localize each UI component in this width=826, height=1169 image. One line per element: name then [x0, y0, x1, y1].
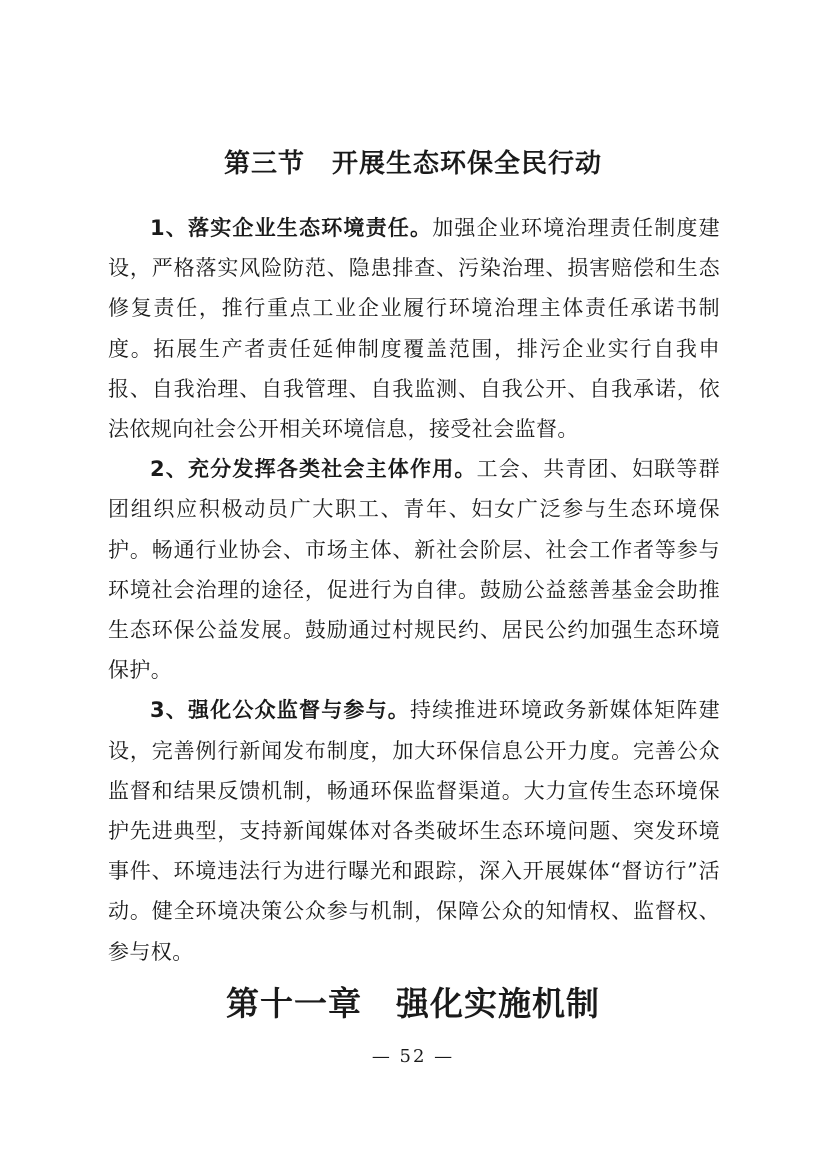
paragraph-1: [108, 208, 720, 449]
paragraph-3-text: 持续推进环境政务新媒体矩阵建设，完善例行新闻发布制度，加大环保信息公开力度。完善公众监督和结果反馈机制，畅通环保监督渠道。大力宣传生态环境保护先进典型，支持新闻媒体对各类破坏生态环境问题、突发环境事件、环境违法行为进行曝光和跟踪，深入开展媒体“督访行”活动。健全环境决策公众参与机制，保障公众的知情权、监督权、参与权。: [108, 698, 720, 964]
paragraph-2-text: 工会、共青团、妇联等群团组织应积极动员广大职工、青年、妇女广泛参与生态环境保护。畅通行业协会、市场主体、新社会阶层、社会工作者等参与环境社会治理的途径，促进行为自律。鼓励公益慈善基金会助推生态环保公益发展。鼓励通过村规民约、居民公约加强生态环境保护。: [108, 457, 720, 683]
chapter-title: 第十一章 强化实施机制: [226, 984, 600, 1023]
page-number: — 52 —: [371, 1046, 455, 1067]
paragraph-3-heading: 3、强化公众监督与参与。: [150, 698, 410, 723]
paragraph-3: [108, 690, 720, 971]
paragraph-1-heading: 1、落实企业生态环境责任。: [150, 216, 433, 240]
paragraph-1-text: 加强企业环境治理责任制度建设，严格落实风险防范、隐患排查、污染治理、损害赔偿和生态修复责任，推行重点工业企业履行环境治理主体责任承诺书制度。拓展生产者责任延伸制度覆盖范围，排污企业实行自我申报、自我治理、自我管理、自我监测、自我公开、自我承诺，依法依规向社会公开相关环境信息，接受社会监督。: [108, 216, 720, 442]
section-body: [108, 208, 720, 972]
paragraph-2-heading: 2、充分发挥各类社会主体作用。: [150, 457, 477, 482]
paragraph-2: [108, 449, 720, 690]
section-title: 第三节 开展生态环保全民行动: [223, 149, 602, 179]
